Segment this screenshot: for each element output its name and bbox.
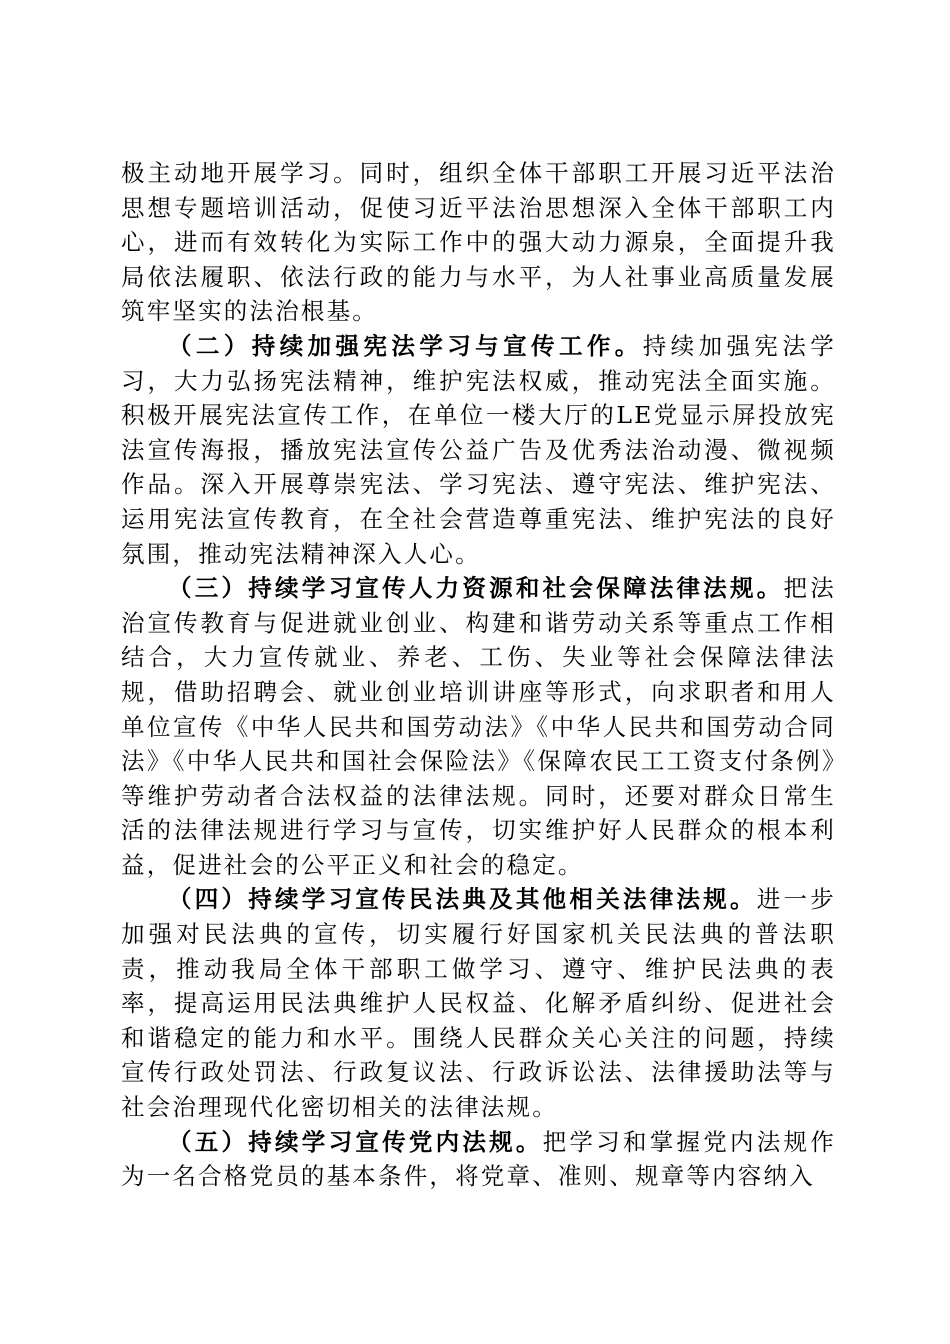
paragraph-constitution <box>121 329 836 571</box>
paragraph-party-regulations <box>121 1125 836 1194</box>
paragraph-continuation <box>121 156 836 329</box>
paragraph-civil-code <box>121 882 836 1124</box>
document-page <box>121 156 836 1194</box>
paragraph-body: 极主动地开展学习。同时，组织全体干部职工开展习近平法治思想专题培训活动，促使习近平法治思想深入全体干部职工内心，进而有效转化为实际工作中的强大动力源泉，全面提升我局依法履职、依法行政的能力与水平，为人社事业高质量发展筑牢坚实的法治根基。 <box>121 159 836 326</box>
paragraph-body: 把法治宣传教育与促进就业创业、构建和谐劳动关系等重点工作相结合，大力宣传就业、养老、工伤、失业等社会保障法律法规，借助招聘会、就业创业培训讲座等形式，向求职者和用人单位宣传《中华人民共和国劳动法》《中华人民共和国劳动合同法》《中华人民共和国社会保险法》《保障农民工工资支付条例》等维护劳动者合法权益的法律法规。同时，还要对群众日常生活的法律法规进行学习与宣传，切实维护好人民群众的根本利益，促进社会的公平正义和社会的稳定。 <box>121 574 836 879</box>
section-heading: （三）持续学习宣传人力资源和社会保障法律法规。 <box>168 574 784 603</box>
section-heading: （四）持续学习宣传民法典及其他相关法律法规。 <box>168 885 757 914</box>
paragraph-body: 进一步加强对民法典的宣传，切实履行好国家机关民法典的普法职责，推动我局全体干部职工做学习、遵守、维护民法典的表率，提高运用民法典维护人民权益、化解矛盾纠纷、促进社会和谐稳定的能力和水平。围绕人民群众关心关注的问题，持续宣传行政处罚法、行政复议法、行政诉讼法、法律援助法等与社会治理现代化密切相关的法律法规。 <box>121 885 836 1122</box>
paragraph-social-security-law <box>121 571 836 882</box>
section-heading: （五）持续学习宣传党内法规。 <box>168 1127 543 1156</box>
section-heading: （二）持续加强宪法学习与宣传工作。 <box>168 331 643 360</box>
paragraph-body: 把学习和掌握党内法规作为一名合格党员的基本条件，将党章、准则、规章等内容纳入 <box>121 1127 836 1191</box>
paragraph-body: 持续加强宪法学习，大力弘扬宪法精神，维护宪法权威，推动宪法全面实施。积极开展宪法宣传工作，在单位一楼大厅的LE党显示屏投放宪法宣传海报，播放宪法宣传公益广告及优秀法治动漫、微视频作品。深入开展尊崇宪法、学习宪法、遵守宪法、维护宪法、运用宪法宣传教育，在全社会营造尊重宪法、维护宪法的良好氛围，推动宪法精神深入人心。 <box>121 331 836 568</box>
